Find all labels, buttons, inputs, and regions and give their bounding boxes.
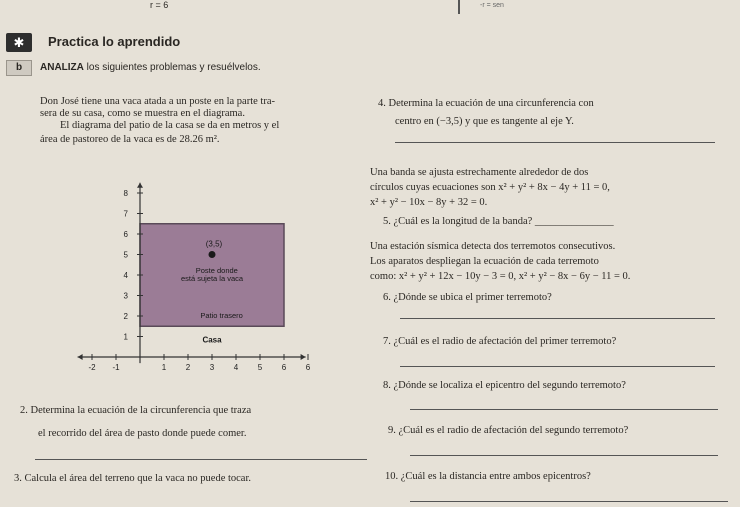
answer-line-7[interactable] bbox=[400, 366, 715, 367]
x-tick-label: -1 bbox=[112, 363, 120, 372]
yard-diagram bbox=[70, 160, 370, 385]
band-line-1: Una banda se ajusta estrechamente alrededor de dos bbox=[370, 167, 589, 178]
y-tick-label: 7 bbox=[123, 209, 128, 219]
band-line-3: x² + y² − 10x − 8y + 32 = 0. bbox=[370, 197, 488, 208]
problem-area-text: área de pastoreo de la vaca es de bbox=[40, 134, 180, 145]
question-2-line-2: el recorrido del área de pasto donde puede comer. bbox=[38, 428, 247, 439]
top-right-label: -r = sen bbox=[480, 2, 504, 9]
seismic-line-1: Una estación sísmica detecta dos terremotos consecutivos. bbox=[370, 241, 616, 252]
question-4-line-2: centro en (−3,5) y que es tangente al eje Y. bbox=[395, 116, 574, 127]
question-4-line-1: 4. Determina la ecuación de una circunferencia con bbox=[378, 98, 594, 109]
question-2-line-1: 2. Determina la ecuación de la circunferencia que traza bbox=[20, 405, 252, 416]
x-tick-label: 5 bbox=[257, 363, 263, 372]
answer-line-10[interactable] bbox=[410, 501, 728, 502]
problem-line-4 bbox=[40, 134, 220, 145]
y-tick-label: 2 bbox=[123, 312, 128, 321]
x-tick-label: 4 bbox=[233, 363, 239, 372]
question-9: 9. ¿Cuál es el radio de afectación del segundo terremoto? bbox=[388, 425, 629, 436]
x-tick-label: -2 bbox=[88, 363, 96, 372]
x-tick-label: 3 bbox=[209, 363, 215, 372]
y-tick-label: 8 bbox=[123, 189, 128, 198]
question-5: 5. ¿Cuál es la longitud de la banda? _______________ bbox=[383, 216, 614, 227]
question-10: 10. ¿Cuál es la distancia entre ambos epicentros? bbox=[385, 471, 591, 482]
seismic-line-2: Los aparatos despliegan la ecuación de cada terremoto bbox=[370, 256, 599, 267]
post-coord-label: (3,5) bbox=[205, 239, 223, 249]
answer-line-6[interactable] bbox=[400, 318, 715, 319]
answer-line-8[interactable] bbox=[410, 409, 718, 410]
y-tick-label: 1 bbox=[123, 332, 128, 342]
house-label: Casa bbox=[202, 335, 222, 345]
section-title: Practica lo aprendido bbox=[48, 34, 181, 49]
y-tick-label: 3 bbox=[123, 291, 128, 301]
practice-icon: ✱ bbox=[6, 33, 32, 52]
x-axis-arrow-right bbox=[301, 354, 306, 360]
top-r-label: r = 6 bbox=[150, 0, 169, 10]
problem-area-value: 28.26 m². bbox=[179, 134, 220, 145]
post-label-1: Poste donde bbox=[195, 265, 238, 275]
question-7: 7. ¿Cuál es el radio de afectación del primer terremoto? bbox=[383, 336, 617, 347]
instruction-rest: los siguientes problemas y resuélvelos. bbox=[83, 62, 261, 73]
y-axis-arrow bbox=[137, 183, 143, 188]
question-8: 8. ¿Dónde se localiza el epicentro del segundo terremoto? bbox=[383, 380, 626, 391]
x-tick-label: 6 bbox=[305, 363, 311, 372]
instruction-bold: ANALIZA bbox=[40, 62, 84, 73]
seismic-line-3: como: x² + y² + 12x − 10y − 3 = 0, x² + y² − 8x − 6y − 11 = 0. bbox=[370, 271, 631, 282]
answer-line-9[interactable] bbox=[410, 455, 718, 456]
problem-line-2: sera de su casa, como se muestra en el diagrama. bbox=[40, 108, 245, 119]
x-tick-label: 2 bbox=[185, 363, 191, 372]
x-tick-label: 6 bbox=[281, 363, 287, 372]
problem-line-1: Don José tiene una vaca atada a un poste en la parte tra- bbox=[40, 96, 275, 107]
question-3: 3. Calcula el área del terreno que la vaca no puede tocar. bbox=[14, 473, 252, 484]
answer-line-4[interactable] bbox=[395, 142, 715, 143]
post-label-2: está sujeta la vaca bbox=[180, 274, 244, 284]
section-badge: b bbox=[6, 60, 32, 76]
x-tick-label: 1 bbox=[161, 363, 167, 372]
top-arrow bbox=[458, 0, 460, 14]
question-6: 6. ¿Dónde se ubica el primer terremoto? bbox=[383, 292, 552, 303]
problem-line-3: El diagrama del patio de la casa se da en metros y el bbox=[60, 120, 280, 131]
band-line-2: círculos cuyas ecuaciones son x² + y² + 8x − 4y + 11 = 0, bbox=[370, 182, 610, 193]
y-tick-label: 6 bbox=[123, 230, 128, 239]
y-tick-label: 4 bbox=[123, 271, 128, 280]
patio-label: Patio trasero bbox=[200, 311, 243, 321]
y-tick-label: 5 bbox=[123, 250, 128, 260]
instruction bbox=[40, 62, 261, 73]
x-axis-arrow-left bbox=[78, 354, 83, 360]
post-point bbox=[209, 251, 216, 258]
answer-line-2[interactable] bbox=[35, 459, 367, 460]
